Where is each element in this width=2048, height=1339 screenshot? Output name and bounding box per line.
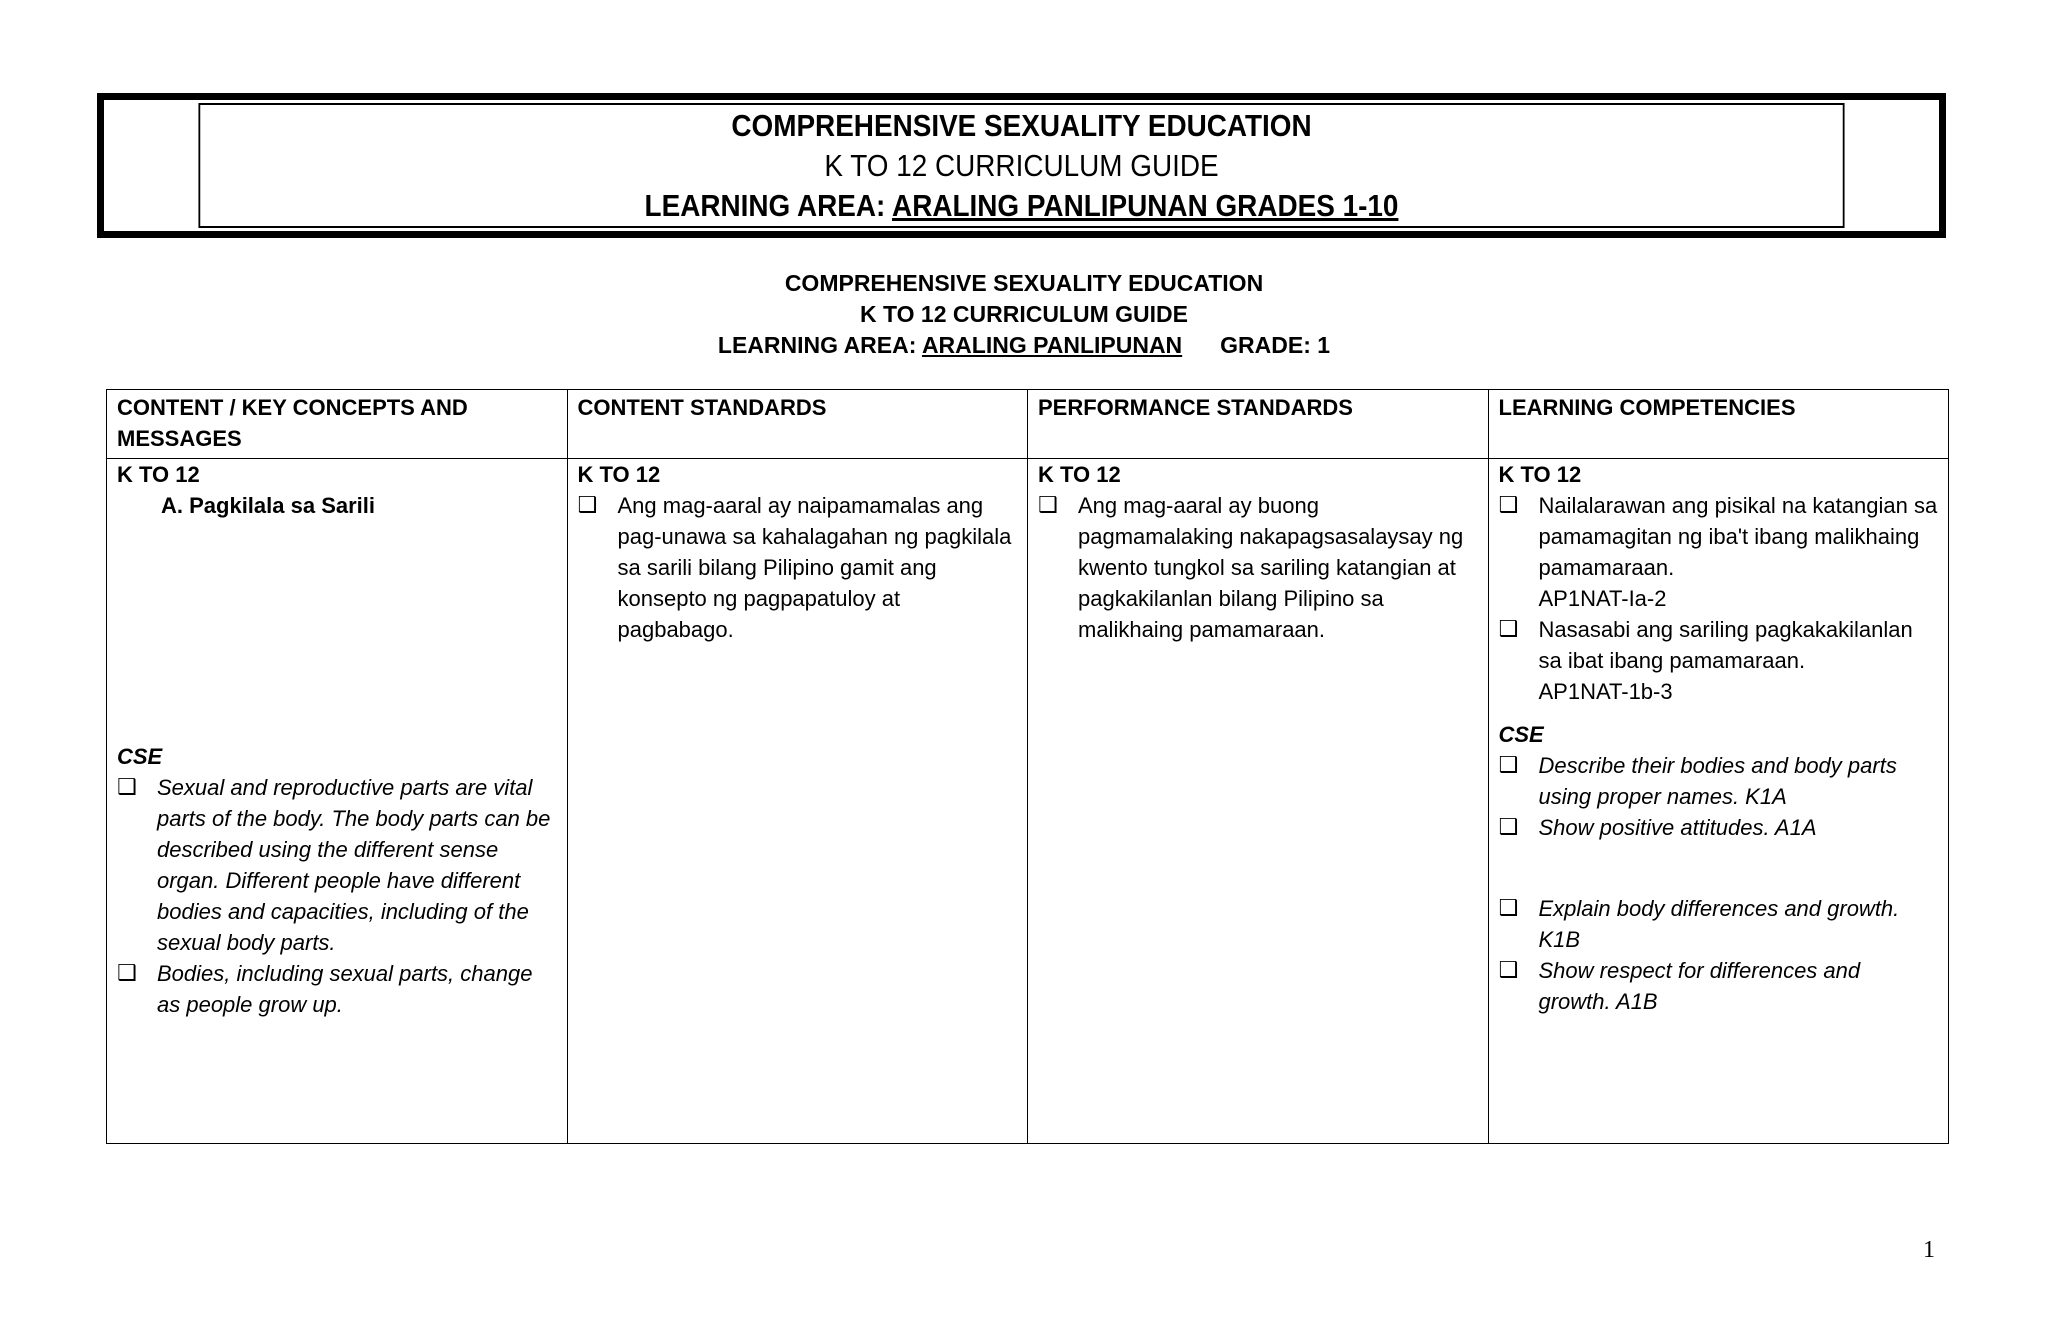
kto12-label: K TO 12 — [1498, 462, 1582, 487]
competency-code: AP1NAT-1b-3 — [1538, 679, 1673, 704]
list-item: ❑ Show respect for differences and growth. A1B — [1499, 955, 1939, 1017]
competencies-list — [1499, 490, 1939, 707]
table-row — [107, 459, 1949, 1144]
content-standards-list — [578, 490, 1018, 645]
subheader — [0, 268, 2048, 361]
subheader-line-2: K TO 12 CURRICULUM GUIDE — [860, 301, 1188, 327]
list-item: ❑ Sexual and reproductive parts are vital parts of the body. The body parts can be described using the different sense organ. Different people have different bodies and capacities, including of the sexual body parts. — [117, 772, 557, 958]
header-content-key-concepts: CONTENT / KEY CONCEPTS AND MESSAGES — [107, 390, 568, 459]
performance-standards-list — [1038, 490, 1478, 645]
cse-concepts-list — [117, 772, 557, 1020]
curriculum-table — [106, 389, 1949, 1144]
cse-competencies-list-2 — [1499, 893, 1939, 1017]
page-number: 1 — [1923, 1237, 1935, 1263]
cell-content-key-concepts — [107, 459, 568, 1144]
subheader-line-3-area: ARALING PANLIPUNAN — [921, 332, 1183, 358]
item-a-pagkilala: A. Pagkilala sa Sarili — [161, 493, 376, 518]
list-item: ❑ Ang mag-aaral ay naipamamalas ang pag-unawa sa kahalagahan ng pagkilala sa sarili bilang Pilipino gamit ang konsepto ng pagpapatuloy at pagbabago. — [578, 490, 1018, 645]
title-box — [97, 93, 1946, 238]
list-item: ❑ Bodies, including sexual parts, change as people grow up. — [117, 958, 557, 1020]
cell-content-standards — [567, 459, 1028, 1144]
kto12-label: K TO 12 — [117, 462, 200, 487]
list-item — [1499, 614, 1939, 707]
list-item: ❑ Show positive attitudes. A1A — [1499, 812, 1939, 843]
subheader-line-3-prefix: LEARNING AREA: — [717, 332, 922, 358]
kto12-label: K TO 12 — [1038, 462, 1121, 487]
header-content-standards: CONTENT STANDARDS — [567, 390, 1028, 459]
title-line-3-area: ARALING PANLIPUNAN GRADES 1-10 — [892, 187, 1399, 223]
header-learning-competencies: LEARNING COMPETENCIES — [1488, 390, 1949, 459]
cse-label: CSE — [117, 744, 163, 769]
list-item: ❑ Explain body differences and growth. K1B — [1499, 893, 1939, 955]
subheader-grade: GRADE: 1 — [1220, 332, 1331, 358]
cell-performance-standards — [1028, 459, 1489, 1144]
table-header-row — [107, 390, 1949, 459]
header-performance-standards: PERFORMANCE STANDARDS — [1028, 390, 1489, 459]
list-item: ❑ Describe their bodies and body parts using proper names. K1A — [1499, 750, 1939, 812]
competency-code: AP1NAT-Ia-2 — [1538, 586, 1667, 611]
list-item: ❑ Ang mag-aaral ay buong pagmamalaking nakapagsasalaysay ng kwento tungkol sa sariling katangian at pagkakilanlan bilang Pilipino sa malikhaing pamamaraan. — [1038, 490, 1478, 645]
cse-competencies-list-1 — [1499, 750, 1939, 843]
list-item — [1499, 490, 1939, 614]
competency-text: Nailalarawan ang pisikal na katangian sa pamamagitan ng iba't ibang malikhaing pamamaraan. — [1538, 493, 1938, 580]
cell-learning-competencies — [1488, 459, 1949, 1144]
title-line-1: COMPREHENSIVE SEXUALITY EDUCATION — [731, 107, 1312, 143]
subheader-line-1: COMPREHENSIVE SEXUALITY EDUCATION — [784, 270, 1264, 296]
cse-label: CSE — [1498, 722, 1544, 747]
kto12-label: K TO 12 — [577, 462, 661, 487]
title-line-2: K TO 12 CURRICULUM GUIDE — [824, 147, 1219, 183]
title-line-3-prefix: LEARNING AREA: — [644, 187, 893, 223]
subheader-line-3 — [0, 330, 2048, 361]
title-inner — [198, 103, 1844, 228]
competency-text: Nasasabi ang sariling pagkakakilanlan sa ibat ibang pamamaraan. — [1538, 617, 1913, 673]
title-line-3 — [645, 186, 1399, 226]
